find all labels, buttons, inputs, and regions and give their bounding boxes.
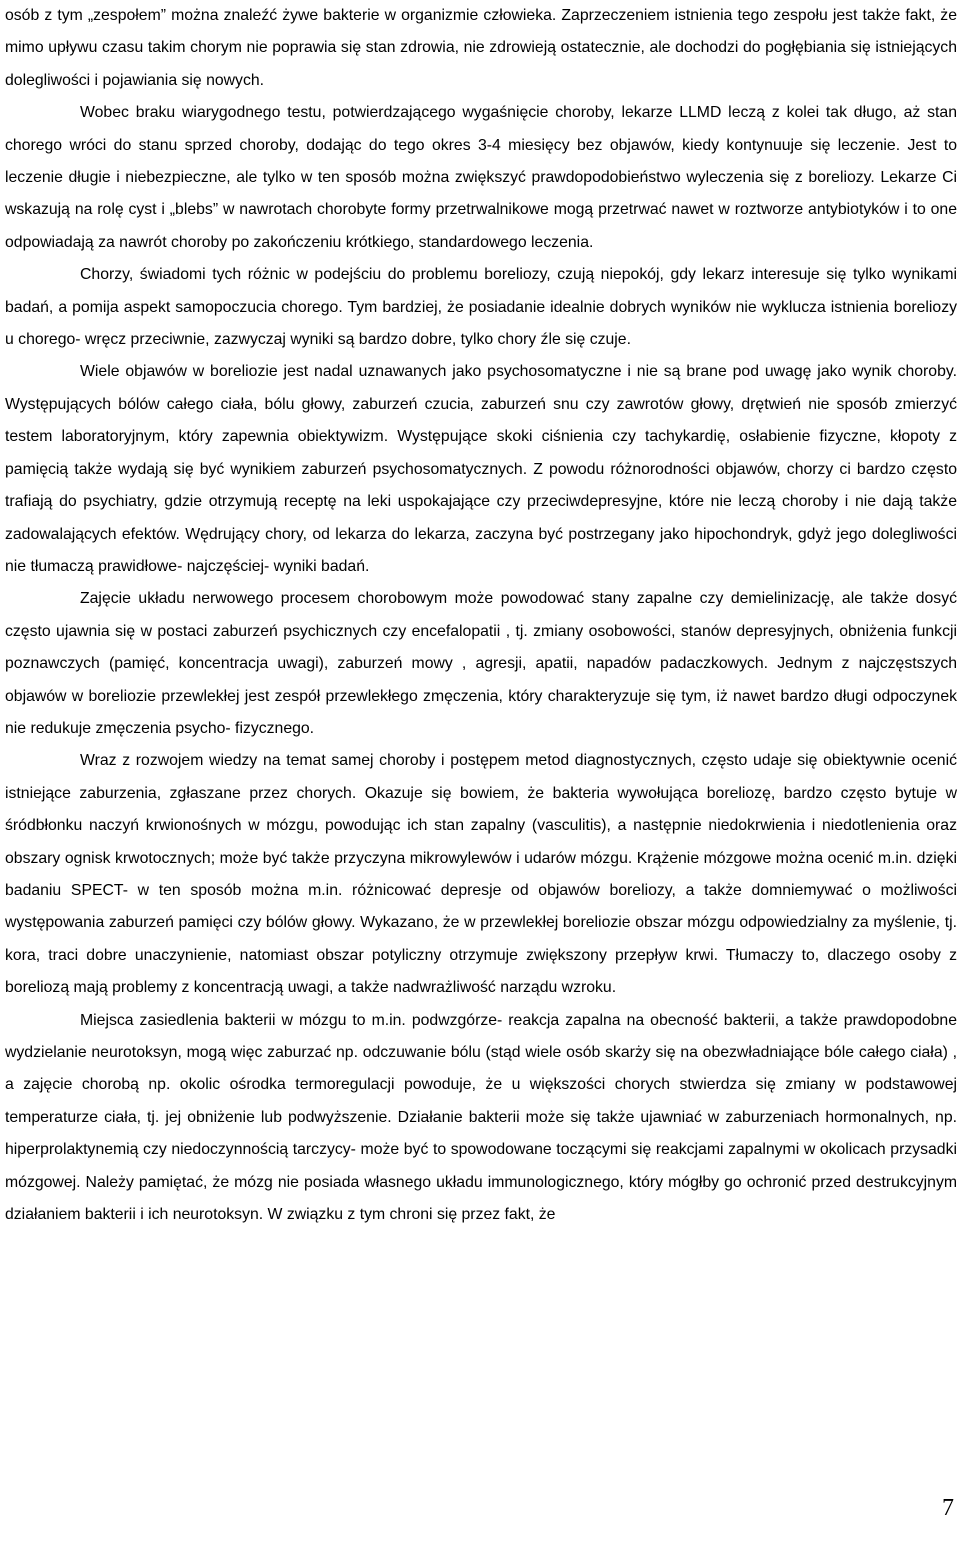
paragraph: Zajęcie układu nerwowego procesem chorobowym może powodować stany zapalne czy demielinizację, ale także dosyć często ujawnia się w postaci zaburzeń psychicznych czy encefalopatii , tj. zmiany osobowości, stanów depresyjnych, obniżenia funkcji poznawczych (pamięć, koncentracja uwagi), zaburzeń mowy , agresji, apatii, napadów padaczkowych. Jednym z najczęstszych objawów w boreliozie przewlekłej jest zespół przewlekłego zmęczenia, który charakteryzuje się tym, iż nawet bardzo długi odpoczynek nie redukuje zmęczenia psycho- fizycznego. [5,590,957,737]
paragraph: Wobec braku wiarygodnego testu, potwierdzającego wygaśnięcie choroby, lekarze LLMD leczą z kolei tak długo, aż stan chorego wróci do stanu sprzed choroby, dodając do tego okres 3-4 miesięcy bez objawów, kiedy kontynuuje się leczenie. Jest to leczenie długie i niebezpieczne, ale tylko w ten sposób można zwiększyć prawdopodobieństwo wyleczenia się z boreliozy. Lekarze Ci wskazują na rolę cyst i „blebs” w nawrotach chorobyte formy przetrwalnikowe mogą przetrwać nawet w roztworze antybiotyków i to one odpowiadają za nawrót choroby po zakończeniu krótkiego, standardowego leczenia. [5,104,957,251]
paragraph: Chorzy, świadomi tych różnic w podejściu do problemu boreliozy, czują niepokój, gdy lekarz interesuje się tylko wynikami badań, a pomija aspekt samopoczucia chorego. Tym bardziej, że posiadanie idealnie dobrych wyników nie wyklucza istnienia boreliozy u chorego- wręcz przeciwnie, zazwyczaj wyniki są bardzo dobre, tylko chory źle się czuje. [5,266,957,349]
page-number: 7 [942,1495,954,1521]
document-body [5,0,957,1231]
paragraph: Wiele objawów w boreliozie jest nadal uznawanych jako psychosomatyczne i nie są brane pod uwagę jako wynik choroby. Występujących bólów całego ciała, bólu głowy, zaburzeń czucia, zaburzeń snu czy zawrotów głowy, drętwień nie sposób zmierzyć testem laboratoryjnym, który zapewnia obiektywizm. Występujące skoki ciśnienia czy tachykardię, osłabienie fizyczne, kłopoty z pamięcią także wydają się być wynikiem zaburzeń psychosomatycznych. Z powodu różnorodności objawów, chorzy ci bardzo często trafiają do psychiatry, gdzie otrzymują receptę na leki uspokajające czy przeciwdepresyjne, które nie leczą choroby i nie dają także zadowalających efektów. Wędrujący chory, od lekarza do lekarza, zaczyna być postrzegany jako hipochondryk, gdyż jego dolegliwości nie tłumaczą prawidłowe- najczęściej- wyniki badań. [5,363,957,575]
paragraph: osób z tym „zespołem” można znaleźć żywe bakterie w organizmie człowieka. Zaprzeczeniem istnienia tego zespołu jest także fakt, że mimo upływu czasu takim chorym nie poprawia się stan zdrowia, nie zdrowieją ostatecznie, ale dochodzi do pogłębiania się istniejących dolegliwości i pojawiania się nowych. [5,7,957,89]
paragraph: Miejsca zasiedlenia bakterii w mózgu to m.in. podwzgórze- reakcja zapalna na obecność bakterii, a także prawdopodobne wydzielanie neurotoksyn, mogą więc zaburzać np. odczuwanie bólu (stąd wiele osób skarży się na obezwładniające bóle całego ciała) , a zajęcie chorobą np. okolic ośrodka termoregulacji powoduje, że u większości chorych stwierdza się zmiany w podstawowej temperaturze ciała, tj. jej obniżenie lub podwyższenie. Działanie bakterii może się także ujawniać w zaburzeniach hormonalnych, np. hiperprolaktynemią czy niedoczynnością tarczycy- może być to spowodowane toczącymi się reakcjami zapalnymi w okolicach przysadki mózgowej. Należy pamiętać, że mózg nie posiada własnego układu immunologicznego, który mógłby go ochronić przed destrukcyjnym działaniem bakterii i ich neurotoksyn. W związku z tym chroni się przez fakt, że [5,1011,957,1224]
paragraph: Wraz z rozwojem wiedzy na temat samej choroby i postępem metod diagnostycznych, często udaje się obiektywnie ocenić istniejące zaburzenia, zgłaszane przez chorych. Okazuje się bowiem, że bakteria wywołująca boreliozę, bardzo często bytuje w śródbłonku naczyń krwionośnych w mózgu, powodując ich stan zapalny (vasculitis), a następnie niedokrwienia i niedotlenienia oraz obszary ognisk krwotocznych; może być także przyczyna mikrowylewów i udarów mózgu. Krążenie mózgowe można ocenić m.in. dzięki badaniu SPECT- w ten sposób można m.in. różnicować depresje od objawów boreliozy, a także domniemywać o możliwości występowania zaburzeń pamięci czy bólów głowy. Wykazano, że w przewlekłej boreliozie obszar mózgu odpowiedzialny za myślenie, tj. kora, traci dobre unaczynienie, natomiast obszar potyliczny otrzymuje zwiększony przepływ krwi. Tłumaczy to, dlaczego osoby z boreliozą mają problemy z koncentracją uwagi, a także nadwrażliwość narządu wzroku. [5,752,957,997]
